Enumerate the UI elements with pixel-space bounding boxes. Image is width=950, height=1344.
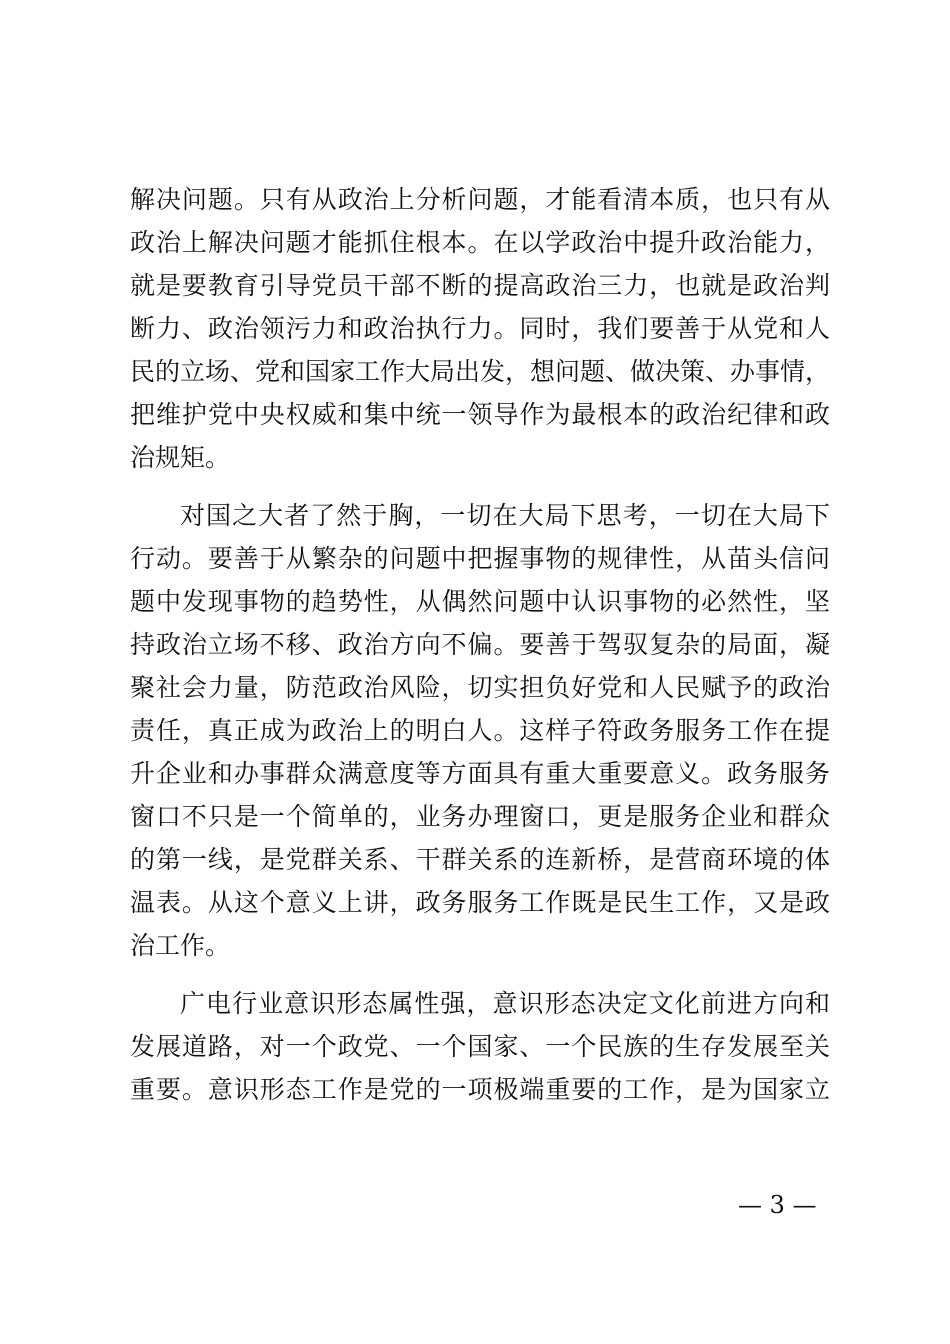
paragraph-1 [130, 178, 830, 479]
text-line: 温表。从这个意义上讲，政务服务工作既是民生工作，又是政 [130, 888, 830, 917]
text-line: 窗口不只是一个简单的，业务办理窗口，更是服务企业和群众 [130, 802, 830, 831]
text-line: 治工作。 [130, 931, 231, 960]
text-line: 聚社会力量，防范政治风险，切实担负好党和人民赋予的政治 [130, 673, 830, 702]
text-line: 治规矩。 [130, 443, 231, 472]
page-number: — 3 — [738, 1191, 817, 1219]
text-line: 对国之大者了然于胸，一切在大局下思考，一切在大局下 [180, 501, 830, 530]
text-line: 解决问题。只有从政治上分析问题，才能看清本质，也只有从 [130, 185, 830, 214]
text-line: 广电行业意识形态属性强，意识形态决定文化前进方向和 [180, 989, 830, 1018]
text-line: 就是要教育引导党员干部不断的提高政治三力，也就是政治判 [130, 271, 830, 300]
paragraph-2 [130, 494, 830, 967]
text-line: 题中发现事物的趋势性，从偶然问题中认识事物的必然性，坚 [130, 587, 830, 616]
paragraph-gap [130, 479, 830, 494]
text-line: 责任，真正成为政治上的明白人。这样子符政务服务工作在提 [130, 716, 830, 745]
text-line: 升企业和办事群众满意度等方面具有重大重要意义。政务服务 [130, 759, 830, 788]
text-line: 民的立场、党和国家工作大局出发，想问题、做决策、办事情， [130, 357, 831, 386]
text-line: 断力、政治领污力和政治执行力。同时，我们要善于从党和人 [130, 314, 830, 343]
text-line: 的第一线，是党群关系、干群关系的连新桥，是营商环境的体 [130, 845, 830, 874]
text-line: 持政治立场不移、政治方向不偏。要善于驾驭复杂的局面，凝 [130, 630, 830, 659]
paragraph-gap [130, 967, 830, 982]
text-line: 把维护党中央权威和集中统一领导作为最根本的政治纪律和政 [130, 400, 830, 429]
text-line: 行动。要善于从繁杂的问题中把握事物的规律性，从苗头信问 [130, 544, 830, 573]
text-line: 重要。意识形态工作是党的一项极端重要的工作，是为国家立 [130, 1075, 830, 1104]
body-text [130, 178, 830, 1111]
text-line: 政治上解决问题才能抓住根本。在以学政治中提升政治能力， [130, 228, 830, 257]
paragraph-3 [130, 982, 830, 1111]
text-line: 发展道路，对一个政党、一个国家、一个民族的生存发展至关 [130, 1032, 830, 1061]
